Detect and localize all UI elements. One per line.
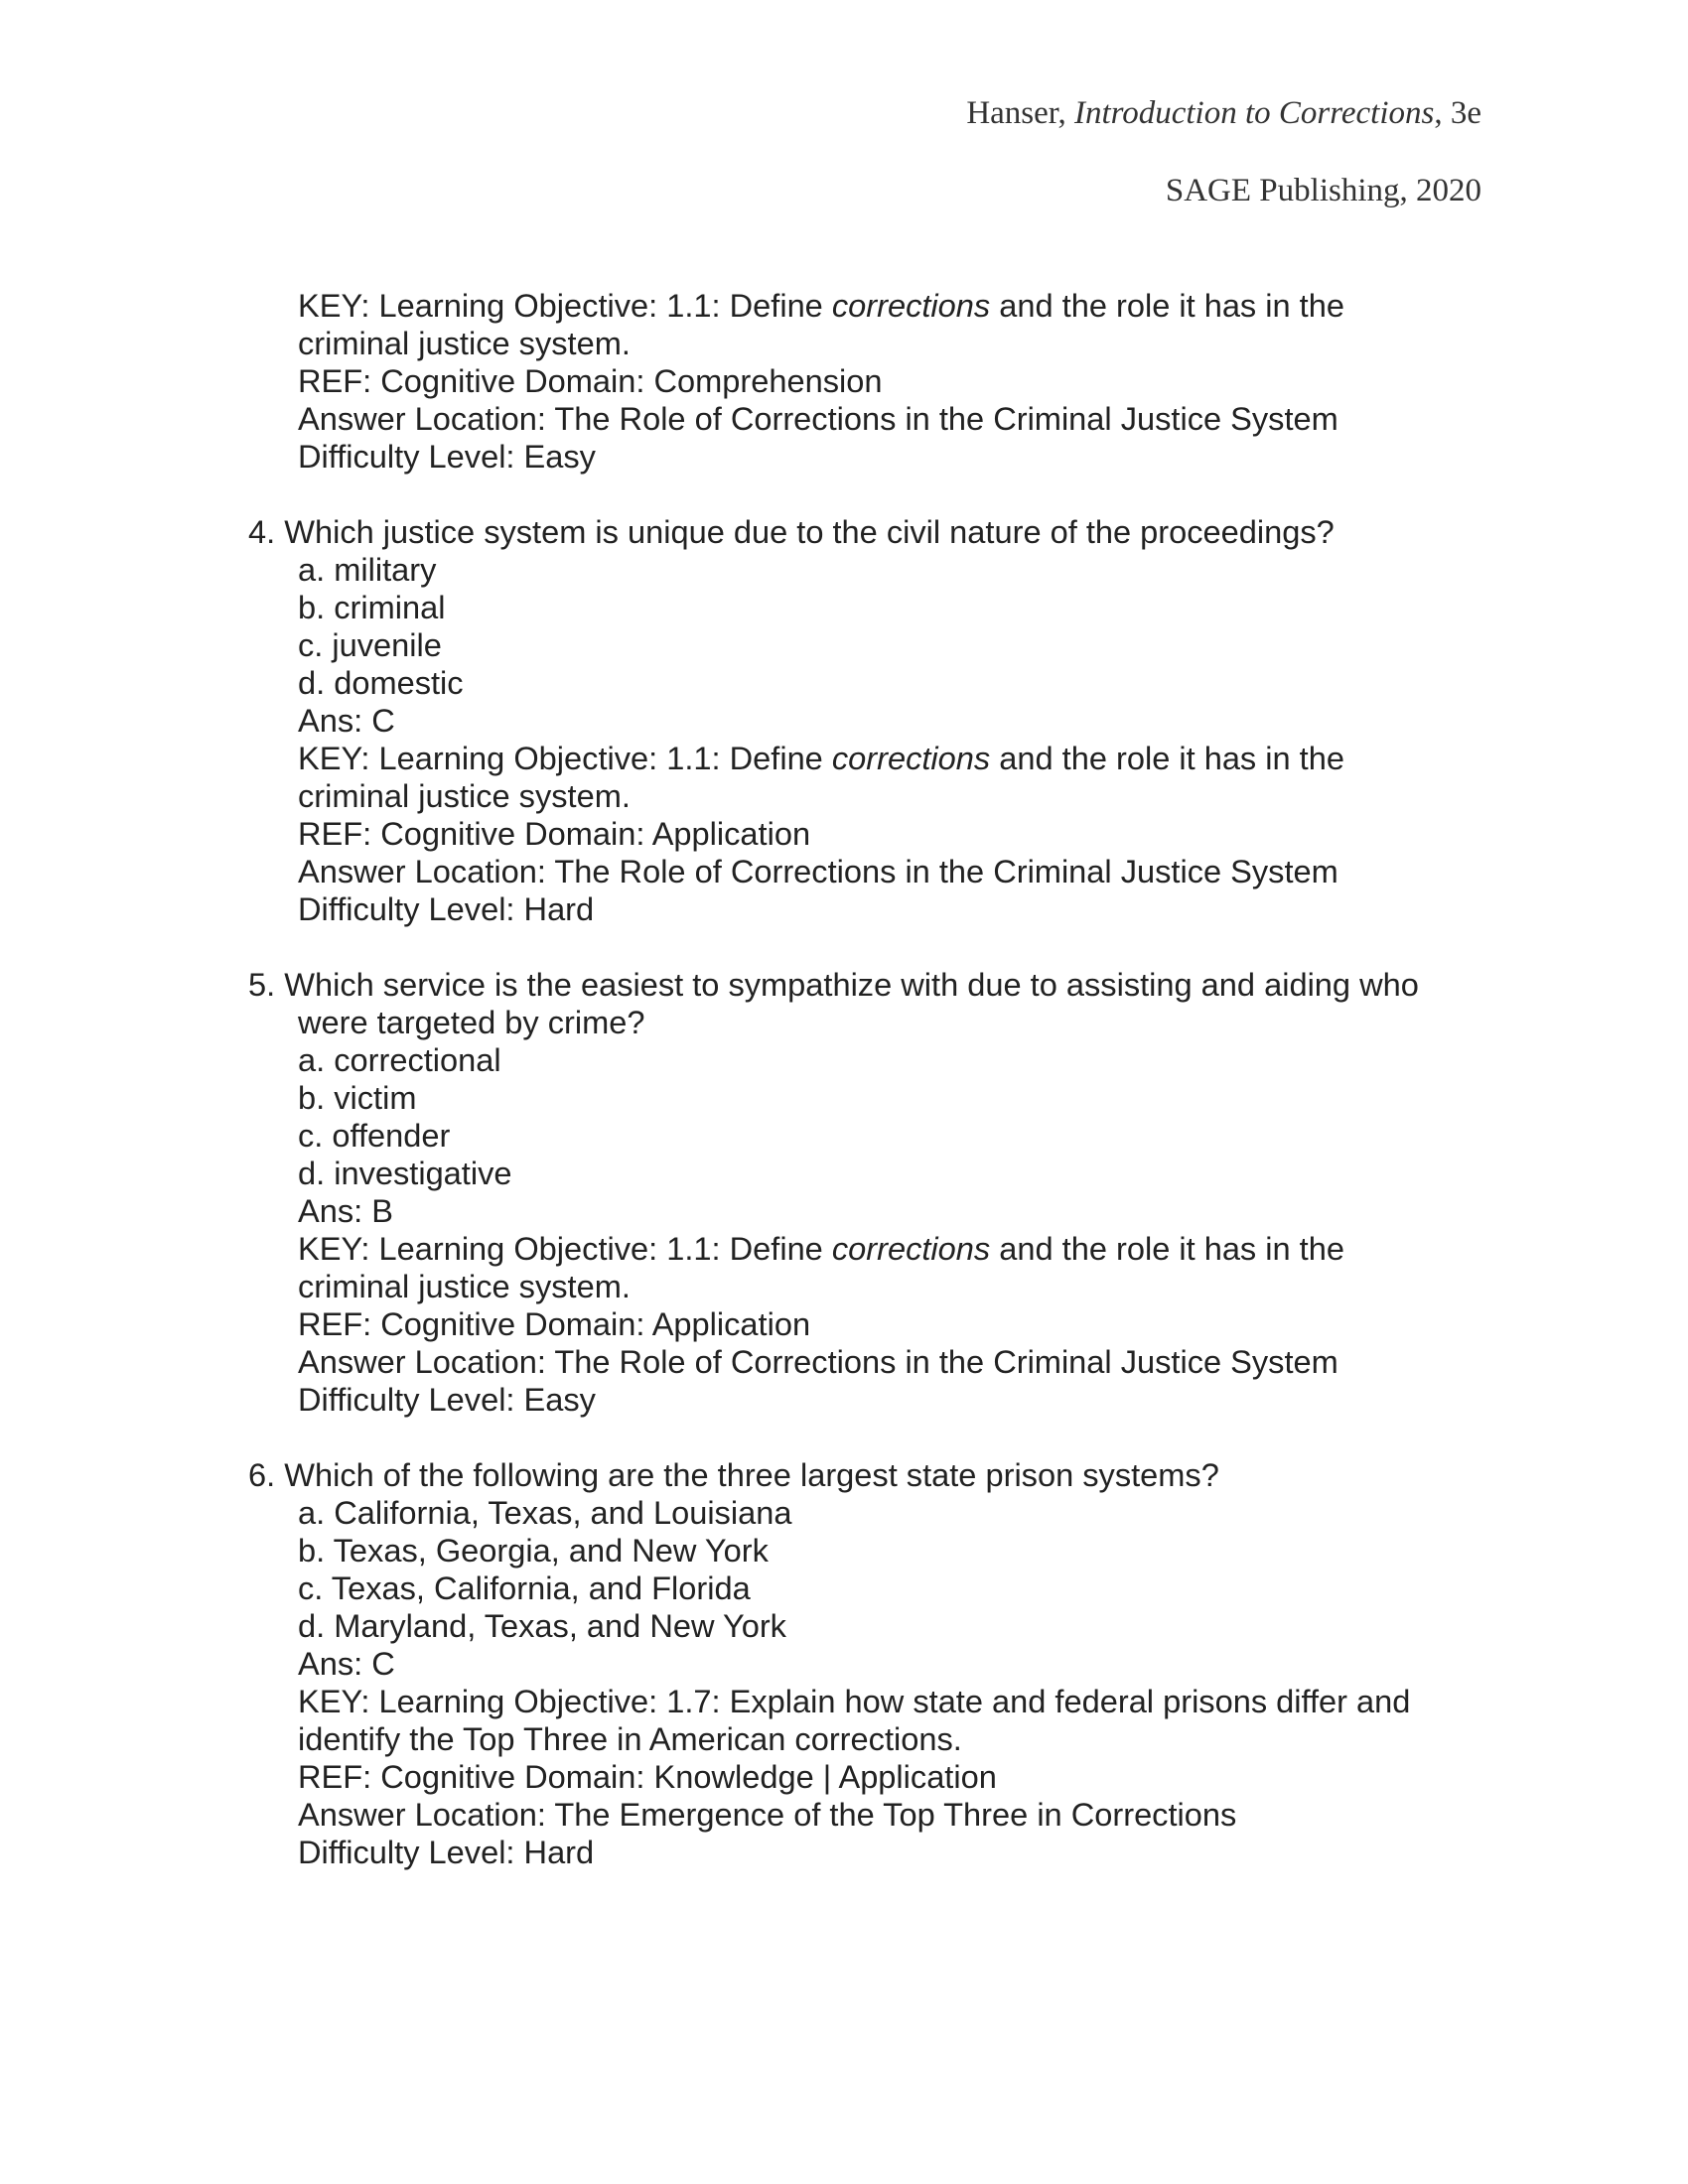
question-stem: 6. Which of the following are the three largest state prison systems? [248, 1456, 1219, 1493]
option-c: c. Texas, California, and Florida [298, 1570, 751, 1606]
key-line: KEY: Learning Objective: 1.1: Define corrections and the role it has in the [298, 287, 1344, 324]
answer: Ans: C [298, 1645, 395, 1682]
option-c: c. offender [298, 1117, 451, 1154]
spacer [248, 1419, 1539, 1456]
question-block-5 [248, 966, 1539, 1419]
header-book-title: Introduction to Corrections [1073, 95, 1435, 131]
answer-location: Answer Location: The Role of Corrections in the Criminal Justice System [298, 1343, 1338, 1380]
difficulty-level: Difficulty Level: Hard [298, 1834, 595, 1870]
option-c: c. juvenile [298, 626, 442, 663]
option-d: d. investigative [298, 1155, 512, 1191]
difficulty-level: Difficulty Level: Easy [298, 1381, 596, 1418]
question-stem-cont: were targeted by crime? [298, 1004, 645, 1040]
option-a: a. correctional [298, 1041, 501, 1078]
question-block-6 [248, 1456, 1539, 1871]
ref-line: REF: Cognitive Domain: Knowledge | Application [298, 1758, 997, 1795]
key-line: KEY: Learning Objective: 1.7: Explain how state and federal prisons differ and [298, 1683, 1411, 1719]
answer-location: Answer Location: The Role of Corrections in the Criminal Justice System [298, 853, 1338, 889]
key-line-cont: criminal justice system. [298, 777, 631, 814]
running-header-title [966, 95, 1481, 132]
running-header-publisher: SAGE Publishing, 2020 [1165, 173, 1481, 208]
ref-line: REF: Cognitive Domain: Application [298, 1305, 811, 1342]
key-line: KEY: Learning Objective: 1.1: Define corrections and the role it has in the [298, 740, 1344, 776]
option-b: b. victim [298, 1079, 417, 1116]
spacer [248, 476, 1539, 513]
answer-location: Answer Location: The Role of Corrections in the Criminal Justice System [298, 400, 1338, 437]
option-a: a. military [298, 551, 437, 588]
difficulty-level: Difficulty Level: Easy [298, 438, 596, 475]
answer: Ans: B [298, 1192, 393, 1229]
header-author: Hanser, [966, 95, 1074, 131]
option-b: b. Texas, Georgia, and New York [298, 1532, 769, 1569]
question-stem: 5. Which service is the easiest to sympathize with due to assisting and aiding who [248, 966, 1419, 1003]
header-edition: , 3e [1434, 95, 1481, 131]
ref-line: REF: Cognitive Domain: Comprehension [298, 362, 883, 399]
ref-line: REF: Cognitive Domain: Application [298, 815, 811, 852]
option-d: d. Maryland, Texas, and New York [298, 1607, 786, 1644]
option-b: b. criminal [298, 589, 446, 625]
test-bank-content [248, 287, 1539, 1871]
key-line-cont: criminal justice system. [298, 325, 631, 361]
answer: Ans: C [298, 702, 395, 739]
difficulty-level: Difficulty Level: Hard [298, 890, 595, 927]
spacer [248, 928, 1539, 966]
question-block-4 [248, 513, 1539, 928]
question-stem: 4. Which justice system is unique due to the civil nature of the proceedings? [248, 513, 1335, 550]
key-line: KEY: Learning Objective: 1.1: Define corrections and the role it has in the [298, 1230, 1344, 1267]
key-line-cont: identify the Top Three in American corrections. [298, 1720, 962, 1757]
option-d: d. domestic [298, 664, 464, 701]
answer-location: Answer Location: The Emergence of the Top Three in Corrections [298, 1796, 1237, 1833]
option-a: a. California, Texas, and Louisiana [298, 1494, 792, 1531]
key-line-cont: criminal justice system. [298, 1268, 631, 1304]
question-block-3-continued [248, 287, 1539, 476]
